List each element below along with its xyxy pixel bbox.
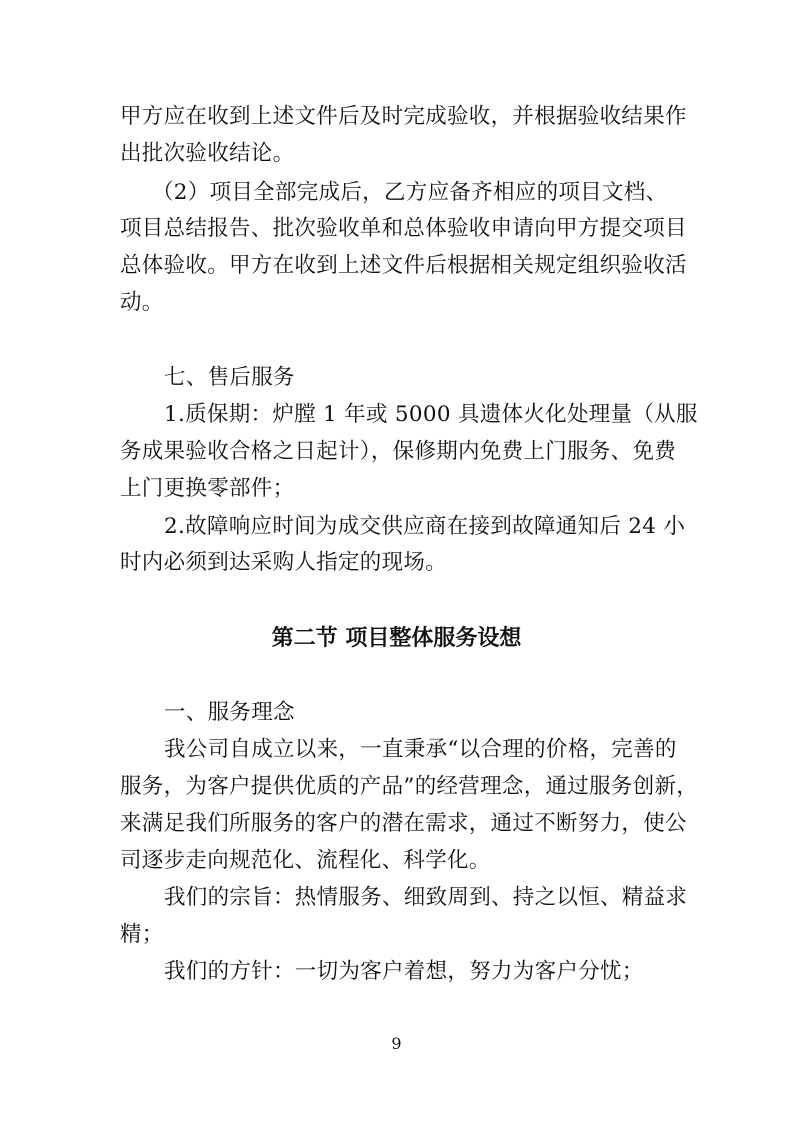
paragraph-line: （2）项目全部完成后，乙方应备齐相应的项目文档、	[152, 180, 668, 205]
paragraph-line: 总体验收。甲方在收到上述文件后根据相关规定组织验收活	[120, 253, 687, 278]
paragraph-line: 服务，为客户提供优质的产品”的经营理念，通过服务创新，	[120, 774, 699, 799]
section-heading: 第二节 项目整体服务设想	[271, 625, 522, 651]
paragraph-line: 1.质保期：炉膛 1 年或 5000 具遗体火化处理量（从服	[164, 402, 698, 427]
subsection-title: 一、服务理念	[164, 700, 295, 725]
paragraph-line: 我们的宗旨：热情服务、细致周到、持之以恒、精益求	[164, 885, 688, 910]
page-number: 9	[391, 1034, 402, 1053]
paragraph-line: 2.故障响应时间为成交供应商在接到故障通知后 24 小	[164, 514, 686, 539]
paragraph-line: 出批次验收结论。	[120, 141, 295, 166]
paragraph-line: 精；	[120, 922, 164, 947]
paragraph-line: 务成果验收合格之日起计），保修期内免费上门服务、免费	[120, 439, 677, 464]
paragraph-line: 我公司自成立以来，一直秉承“以合理的价格，完善的	[164, 737, 677, 762]
paragraph-line: 项目总结报告、批次验收单和总体验收申请向甲方提交项目	[120, 216, 687, 241]
paragraph-line: 来满足我们所服务的客户的潜在需求，通过不断努力，使公	[120, 811, 687, 836]
paragraph-line: 上门更换零部件；	[120, 476, 295, 501]
paragraph-line: 动。	[120, 290, 164, 315]
subsection-title: 七、售后服务	[164, 365, 295, 390]
paragraph-line: 甲方应在收到上述文件后及时完成验收，并根据验收结果作	[120, 104, 687, 129]
paragraph-line: 时内必须到达采购人指定的现场。	[120, 550, 448, 575]
paragraph-line: 我们的方针：一切为客户着想，努力为客户分忧；	[164, 959, 644, 984]
paragraph-line: 司逐步走向规范化、流程化、科学化。	[120, 848, 491, 873]
